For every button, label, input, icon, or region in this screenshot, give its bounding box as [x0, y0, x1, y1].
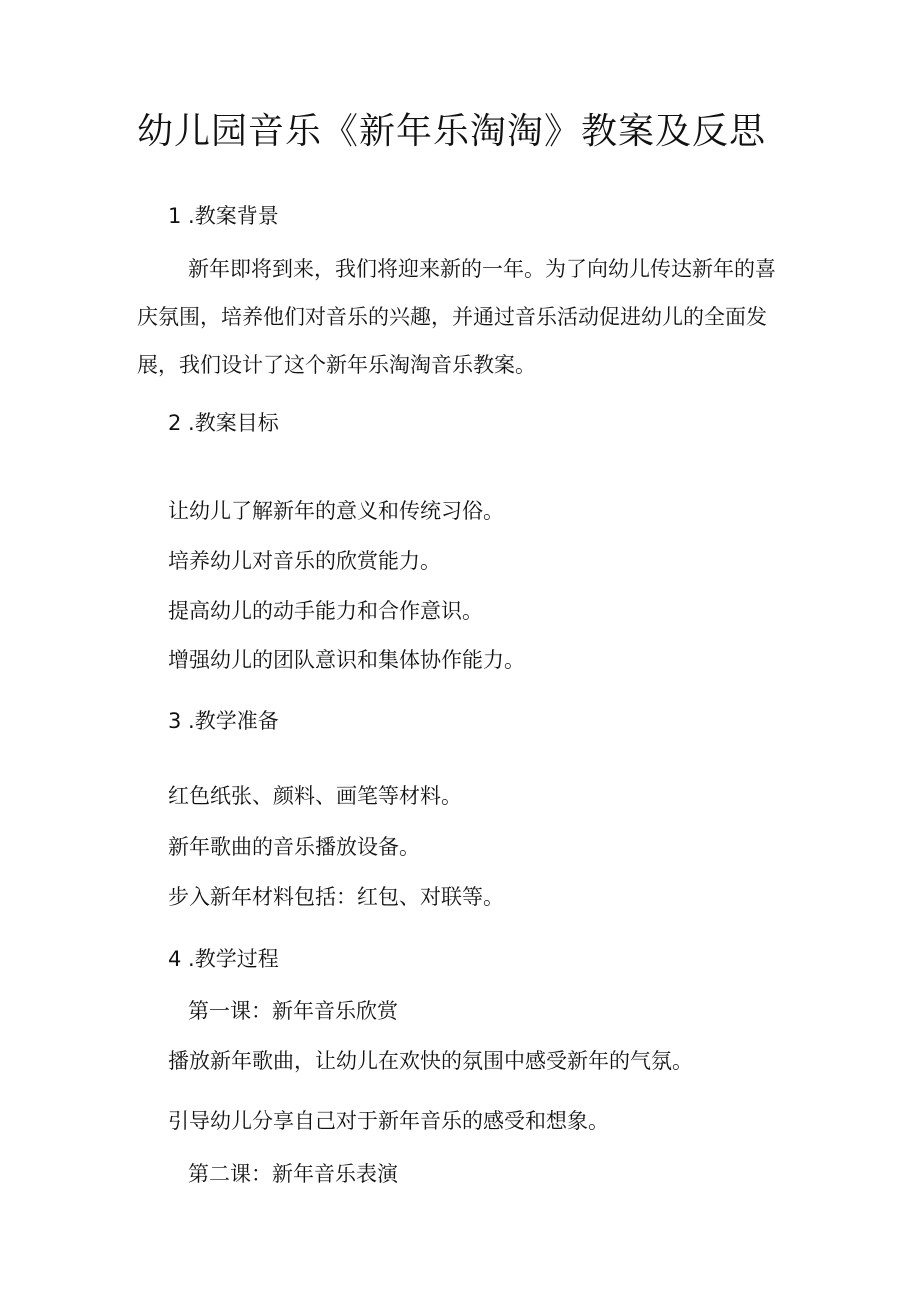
preparation-item: 新年歌曲的音乐播放设备。	[168, 835, 420, 859]
paragraph-line: 展，我们设计了这个新年乐淘淘音乐教案。	[137, 353, 536, 377]
section-heading-preparation: 3 .教学准备	[168, 709, 279, 733]
preparation-item: 步入新年材料包括：红包、对联等。	[168, 885, 504, 909]
document-title: 幼儿园音乐《新年乐淘淘》教案及反思	[137, 111, 767, 152]
lesson-item: 播放新年歌曲，让幼儿在欢快的氛围中感受新年的气氛。	[168, 1049, 693, 1073]
goal-item: 增强幼儿的团队意识和集体协作能力。	[168, 648, 525, 672]
goal-item: 让幼儿了解新年的意义和传统习俗。	[168, 499, 504, 523]
goal-item: 提高幼儿的动手能力和合作意识。	[168, 599, 483, 623]
section-heading-goals: 2 .教案目标	[168, 411, 279, 435]
section-heading-process: 4 .教学过程	[168, 947, 279, 971]
preparation-item: 红色纸张、颜料、画笔等材料。	[168, 784, 462, 808]
background-paragraph	[137, 245, 801, 389]
paragraph-line: 庆氛围，培养他们对音乐的兴趣，并通过音乐活动促进幼儿的全面发	[137, 305, 767, 329]
lesson-title: 第二课：新年音乐表演	[188, 1162, 398, 1186]
paragraph-line: 新年即将到来，我们将迎来新的一年。为了向幼儿传达新年的喜	[188, 257, 776, 281]
lesson-item: 引导幼儿分享自己对于新年音乐的感受和想象。	[168, 1109, 609, 1133]
goal-item: 培养幼儿对音乐的欣赏能力。	[168, 549, 441, 573]
section-heading-background: 1 .教案背景	[168, 204, 279, 228]
lesson-title: 第一课：新年音乐欣赏	[188, 999, 398, 1023]
